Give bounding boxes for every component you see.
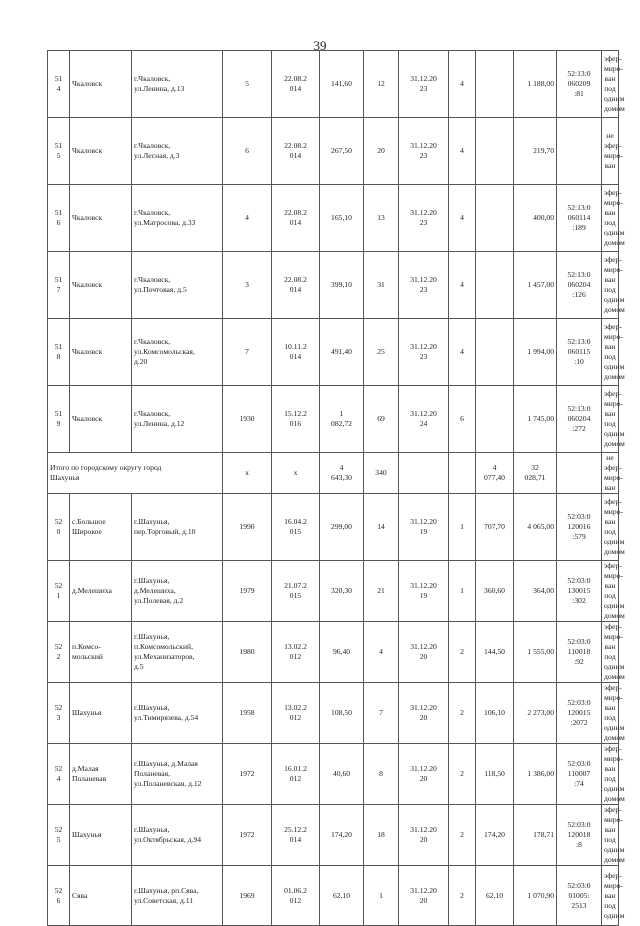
cell-term: 31.12.20 19	[399, 561, 449, 622]
cell-area-2: 174,20	[476, 805, 514, 866]
cell-residents: 21	[364, 561, 399, 622]
table-row	[48, 319, 619, 386]
cell-area: 108,50	[320, 683, 364, 744]
cell-term: 31.12.20 20	[399, 744, 449, 805]
cell-locality: Чкаловск	[70, 118, 132, 185]
total-date: x	[272, 453, 320, 494]
cell-year: 4	[223, 185, 272, 252]
cell-cost: 1 745,00	[514, 386, 557, 453]
cell-cadastre: 52:03:0 110018 :92	[557, 622, 602, 683]
cell-area-2: 106,10	[476, 683, 514, 744]
cell-stage: 6	[449, 386, 476, 453]
cell-num: 52 0	[48, 494, 70, 561]
cell-residents: 13	[364, 185, 399, 252]
cell-address: г.Чкаловск, ул.Комсомольская, д.20	[132, 319, 223, 386]
cell-address: г.Шахунья, рп.Сява, ул.Советская, д.11	[132, 866, 223, 926]
cell-date: 13.02.2 012	[272, 622, 320, 683]
cell-locality: Чкаловск	[70, 51, 132, 118]
table-row	[48, 683, 619, 744]
table-row	[48, 386, 619, 453]
cell-residents: 12	[364, 51, 399, 118]
cell-area: 320,30	[320, 561, 364, 622]
cell-cadastre: 52:03:0 120018 :8	[557, 805, 602, 866]
cell-year: 1990	[223, 494, 272, 561]
cell-locality: Чкаловск	[70, 185, 132, 252]
cell-term: 31.12.20 23	[399, 51, 449, 118]
cell-area: 40,60	[320, 744, 364, 805]
cell-locality: с.Большое Широкое	[70, 494, 132, 561]
cell-cost: 219,70	[514, 118, 557, 185]
cell-residents: 8	[364, 744, 399, 805]
total-label: Итого по городскому округу город Шахунья	[48, 453, 223, 494]
cell-stage: 2	[449, 805, 476, 866]
cell-num: 52 6	[48, 866, 70, 926]
cell-address: г.Чкаловск, ул.Почтовая, д.5	[132, 252, 223, 319]
total-empty-1	[399, 453, 449, 494]
cell-status: эфер- миро- ван под одним домом	[602, 185, 619, 252]
cell-cadastre: 52:03:0 120015 :2072	[557, 683, 602, 744]
cell-cost: 2 273,00	[514, 683, 557, 744]
table-row	[48, 494, 619, 561]
cell-area: 399,10	[320, 252, 364, 319]
cell-num: 52 1	[48, 561, 70, 622]
cell-num: 51 4	[48, 51, 70, 118]
cell-residents: 18	[364, 805, 399, 866]
table-row	[48, 185, 619, 252]
cell-area-2: 118,50	[476, 744, 514, 805]
cell-area-2: 707,70	[476, 494, 514, 561]
cell-date: 22.08.2 014	[272, 252, 320, 319]
cell-year: 5	[223, 51, 272, 118]
cell-area-2: 144,50	[476, 622, 514, 683]
cell-area: 299,00	[320, 494, 364, 561]
total-cost: 32 028,71	[514, 453, 557, 494]
cell-cost: 4 065,00	[514, 494, 557, 561]
cell-status: эфер- миро- ван под одним домом	[602, 622, 619, 683]
cell-locality: д.Мелешиха	[70, 561, 132, 622]
cell-area: 165,10	[320, 185, 364, 252]
cell-term: 31.12.20 23	[399, 319, 449, 386]
cell-year: 1930	[223, 386, 272, 453]
cell-term: 31.12.20 23	[399, 118, 449, 185]
cell-year: 1958	[223, 683, 272, 744]
cell-address: г.Шахунья, пер.Торговый, д.10	[132, 494, 223, 561]
cell-area-2	[476, 386, 514, 453]
cell-year: 1979	[223, 561, 272, 622]
cell-cost: 364,00	[514, 561, 557, 622]
cell-date: 22.08.2 014	[272, 118, 320, 185]
table-row	[48, 866, 619, 926]
cell-residents: 1	[364, 866, 399, 926]
cell-status: эфер- миро- ван под одним домом	[602, 252, 619, 319]
cell-locality: Шахунья	[70, 683, 132, 744]
cell-area: 1 082,72	[320, 386, 364, 453]
cell-status: эфер- миро- ван под одним домом	[602, 561, 619, 622]
cell-term: 31.12.20 20	[399, 805, 449, 866]
cell-stage: 4	[449, 252, 476, 319]
cell-cost: 1 555,00	[514, 622, 557, 683]
cell-stage: 2	[449, 866, 476, 926]
cell-num: 51 5	[48, 118, 70, 185]
table-row	[48, 252, 619, 319]
cell-date: 13.02.2 012	[272, 683, 320, 744]
cell-address: г.Чкаловск, ул.Ленина, д.12	[132, 386, 223, 453]
cell-cadastre: 52:13:0 060204 :126	[557, 252, 602, 319]
cell-num: 52 3	[48, 683, 70, 744]
cell-area: 62,10	[320, 866, 364, 926]
cell-locality: Шахунья	[70, 805, 132, 866]
cell-status: эфер- миро- ван под одним домом	[602, 386, 619, 453]
cell-stage: 2	[449, 744, 476, 805]
cell-address: г.Шахунья, ул.Октябрьская, д.94	[132, 805, 223, 866]
cell-cadastre: 52:03:0 120016 :579	[557, 494, 602, 561]
cell-term: 31.12.20 19	[399, 494, 449, 561]
table-row	[48, 118, 619, 185]
cell-area: 141,60	[320, 51, 364, 118]
cell-year: 1980	[223, 622, 272, 683]
cell-term: 31.12.20 20	[399, 622, 449, 683]
cell-year: 3	[223, 252, 272, 319]
cell-locality: д.Малая Поланевая	[70, 744, 132, 805]
total-row	[48, 453, 619, 494]
cell-date: 15.12.2 016	[272, 386, 320, 453]
cell-status: эфер- миро- ван под одним домом	[602, 805, 619, 866]
cell-cadastre: 52:03:0 130015 :302	[557, 561, 602, 622]
cell-date: 21.07.2 015	[272, 561, 320, 622]
cell-cadastre: 52:13:0 060204 :272	[557, 386, 602, 453]
cell-residents: 4	[364, 622, 399, 683]
table-row	[48, 561, 619, 622]
cell-date: 16.04.2 015	[272, 494, 320, 561]
cell-cost: 1 188,00	[514, 51, 557, 118]
cell-area: 491,40	[320, 319, 364, 386]
cell-stage: 1	[449, 561, 476, 622]
cell-address: г.Шахунья, д.Малая Поланевая, ул.Поланевская, д.12	[132, 744, 223, 805]
cell-num: 51 6	[48, 185, 70, 252]
table-row	[48, 805, 619, 866]
cell-year: 1972	[223, 744, 272, 805]
cell-locality: Чкаловск	[70, 386, 132, 453]
cell-status: эфер- миро- ван под одним домом	[602, 51, 619, 118]
cell-area-2	[476, 252, 514, 319]
cell-cost: 1 994,00	[514, 319, 557, 386]
cell-cost: 1 386,00	[514, 744, 557, 805]
cell-residents: 20	[364, 118, 399, 185]
cell-status: эфер- миро- ван под одним	[602, 866, 619, 926]
total-year: x	[223, 453, 272, 494]
housing-table	[47, 50, 625, 926]
cell-status: эфер- миро- ван под одним домом	[602, 744, 619, 805]
cell-area-2: 360,60	[476, 561, 514, 622]
cell-cost: 1 457,00	[514, 252, 557, 319]
page-number: 39	[313, 38, 327, 53]
cell-locality: п.Комсо- мольский	[70, 622, 132, 683]
cell-stage: 4	[449, 319, 476, 386]
cell-address: г.Шахунья, д.Мелешиха, ул.Полевая, д.2	[132, 561, 223, 622]
cell-date: 10.11.2 014	[272, 319, 320, 386]
table-row	[48, 51, 619, 118]
cell-term: 31.12.20 23	[399, 252, 449, 319]
cell-term: 31.12.20 24	[399, 386, 449, 453]
table-row	[48, 622, 619, 683]
cell-year: 1969	[223, 866, 272, 926]
cell-num: 51 8	[48, 319, 70, 386]
cell-status: эфер- миро- ван под одним домом	[602, 683, 619, 744]
cell-stage: 1	[449, 494, 476, 561]
cell-residents: 14	[364, 494, 399, 561]
cell-date: 25.12.2 014	[272, 805, 320, 866]
cell-date: 01.06.2 012	[272, 866, 320, 926]
total-empty-3	[557, 453, 602, 494]
cell-status: эфер- миро- ван под одним домом	[602, 494, 619, 561]
cell-stage: 4	[449, 51, 476, 118]
cell-address: г.Чкаловск, ул.Ленина, д.13	[132, 51, 223, 118]
cell-cadastre: 52:03:0 110007 :74	[557, 744, 602, 805]
cell-area-2	[476, 319, 514, 386]
cell-year: 1972	[223, 805, 272, 866]
cell-num: 52 2	[48, 622, 70, 683]
table-row	[48, 744, 619, 805]
cell-stage: 2	[449, 683, 476, 744]
cell-residents: 31	[364, 252, 399, 319]
cell-area: 96,40	[320, 622, 364, 683]
cell-area: 267,50	[320, 118, 364, 185]
cell-address: г.Чкаловск, ул.Лесная, д.3	[132, 118, 223, 185]
total-area-2: 4 077,40	[476, 453, 514, 494]
cell-stage: 4	[449, 185, 476, 252]
cell-cadastre: 52:13:0 060114 :189	[557, 185, 602, 252]
cell-address: г.Чкаловск, ул.Матросова, д.33	[132, 185, 223, 252]
cell-year: 6	[223, 118, 272, 185]
cell-num: 52 4	[48, 744, 70, 805]
cell-year: 7	[223, 319, 272, 386]
cell-locality: Сява	[70, 866, 132, 926]
cell-cadastre: 52:03:0 01005: 2513	[557, 866, 602, 926]
cell-term: 31.12.20 23	[399, 185, 449, 252]
cell-locality: Чкаловск	[70, 319, 132, 386]
cell-cost: 1 070,90	[514, 866, 557, 926]
cell-num: 51 7	[48, 252, 70, 319]
total-empty-2	[449, 453, 476, 494]
cell-area-2	[476, 185, 514, 252]
cell-area-2	[476, 51, 514, 118]
cell-area-2: 62,10	[476, 866, 514, 926]
cell-stage: 2	[449, 622, 476, 683]
cell-term: 31.12.20 20	[399, 683, 449, 744]
cell-date: 22.08.2 014	[272, 185, 320, 252]
total-status: не эфер- миро- ван	[602, 453, 619, 494]
cell-date: 16.01.2 012	[272, 744, 320, 805]
cell-area-2	[476, 118, 514, 185]
cell-date: 22.08.2 014	[272, 51, 320, 118]
cell-num: 51 9	[48, 386, 70, 453]
cell-status: эфер- миро- ван под одним домом	[602, 319, 619, 386]
cell-cadastre: 52:13:0 060209 :81	[557, 51, 602, 118]
total-residents: 340	[364, 453, 399, 494]
cell-address: г.Шахунья, ул.Тимирязева, д.54	[132, 683, 223, 744]
cell-cadastre	[557, 118, 602, 185]
cell-cost: 400,00	[514, 185, 557, 252]
cell-stage: 4	[449, 118, 476, 185]
cell-area: 174,20	[320, 805, 364, 866]
cell-residents: 7	[364, 683, 399, 744]
cell-address: г.Шахунья, п.Комсомольский, ул.Механизаторов, д.5	[132, 622, 223, 683]
cell-num: 52 5	[48, 805, 70, 866]
cell-residents: 69	[364, 386, 399, 453]
cell-residents: 25	[364, 319, 399, 386]
cell-cadastre: 52:13:0 060115 :10	[557, 319, 602, 386]
cell-term: 31.12.20 20	[399, 866, 449, 926]
cell-status: не эфер- миро- ван	[602, 118, 619, 185]
total-area: 4 643,30	[320, 453, 364, 494]
cell-cost: 178,71	[514, 805, 557, 866]
cell-locality: Чкаловск	[70, 252, 132, 319]
